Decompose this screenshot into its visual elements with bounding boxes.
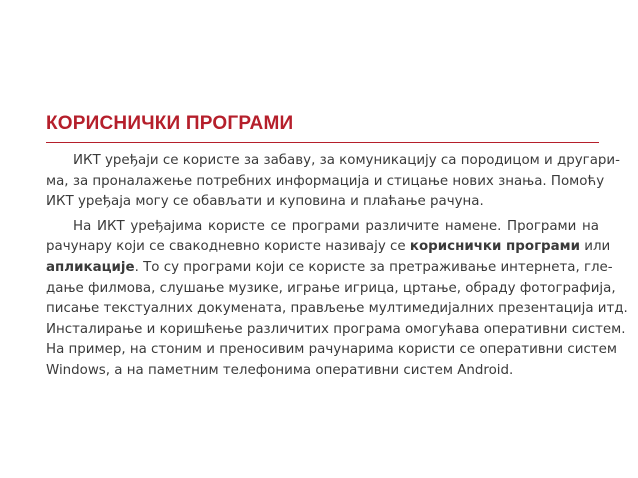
paragraph-line: дање филмова, слушање музике, играње игрица, цртање, обраду фотографија, — [46, 280, 616, 296]
line-text: рачунару који се свакодневно користе називају се — [46, 239, 410, 255]
bold-term-user-programs: кориснички програми — [409, 239, 581, 255]
paragraph-1 — [46, 151, 620, 213]
bold-term-applications: апликације — [46, 259, 135, 275]
paragraph-line: Windows, а на паметним телефонима оперативни систем Android. — [46, 362, 514, 378]
paragraph-line: ИКТ уређаја могу се обављати и куповина и плаћање рачуна. — [46, 194, 484, 210]
paragraph-line — [46, 237, 611, 258]
paragraph-line — [46, 258, 613, 279]
line-text: или — [580, 239, 611, 255]
paragraph-line: На пример, на стоним и преносивим рачунарима користи се оперативни систем — [46, 342, 617, 358]
paragraph-line: На ИКТ уређајима користе се програми различите намене. Програми на — [73, 218, 599, 234]
paragraph-line: писање текстуалних докумената, прављење мултимедијалних презентација итд. — [46, 301, 628, 317]
paragraph-line: Инсталирање и коришћење различитих програма омогућава оперативни систем. — [46, 321, 626, 337]
section-heading: КОРИСНИЧКИ ПРОГРАМИ — [46, 113, 294, 134]
section-body — [46, 151, 628, 382]
paragraph-line: ма, за проналажење потребних информација и стицање нових знања. Помоћу — [46, 173, 605, 189]
heading-underline — [46, 142, 599, 143]
paragraph-2 — [46, 217, 628, 382]
paragraph-line: ИКТ уређаји се користе за забаву, за комуникацију са породицом и другари- — [73, 153, 620, 168]
line-text: . То су програми који се користе за претраживање интернета, гле- — [134, 259, 613, 275]
